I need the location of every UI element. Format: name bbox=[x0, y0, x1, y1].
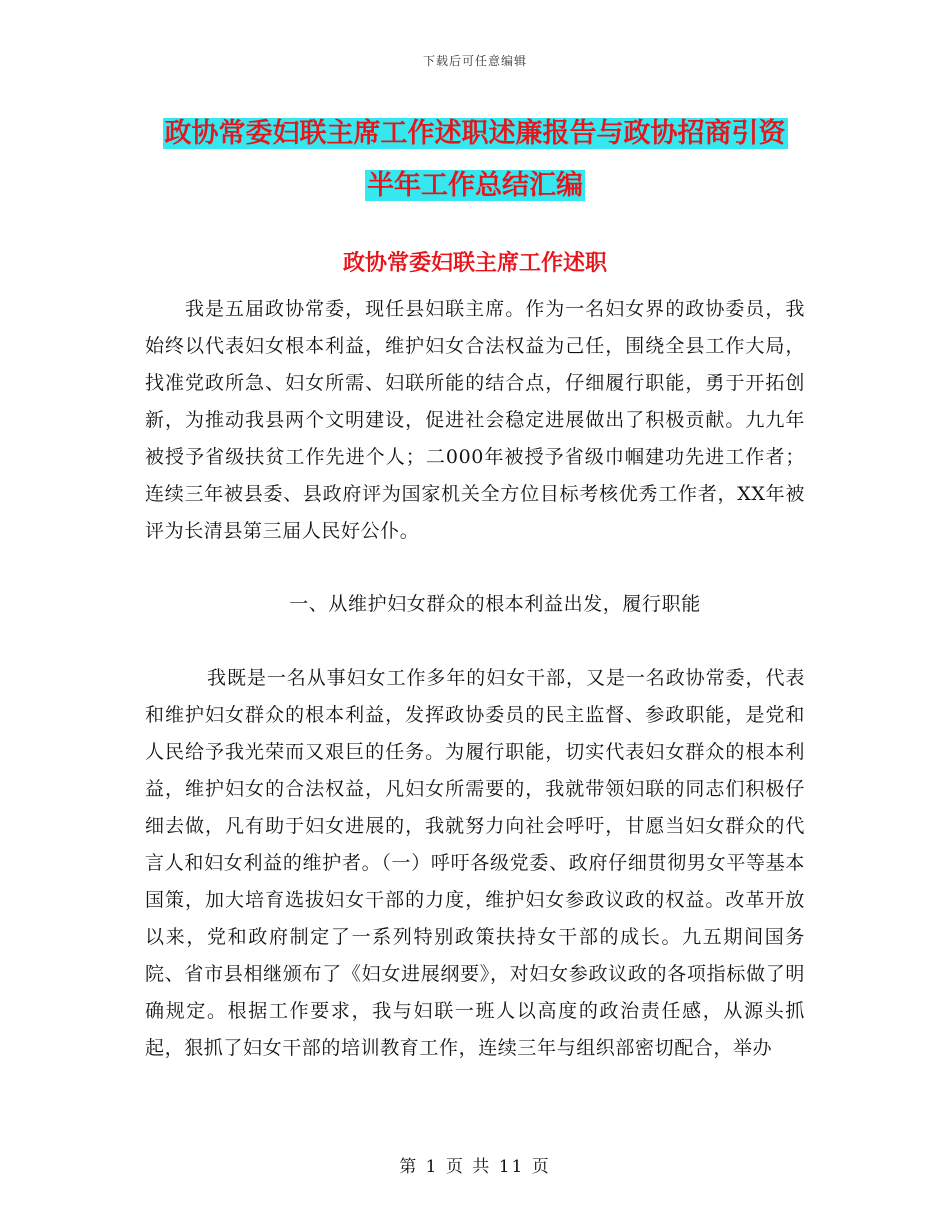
body-paragraph-1: 我是五届政协常委，现任县妇联主席。作为一名妇女界的政协委员，我始终以代表妇女根本利益，维护妇女合法权益为己任，围绕全县工作大局，找准党政所急、妇女所需、妇联所能的结合点，仔细履行职能，勇于开拓创新，为推动我县两个文明建设，促进社会稳定进展做出了积极贡献。九九年被授予省级扶贫工作先进个人；二000年被授予省级巾帼建功先进工作者；连续三年被县委、县政府评为国家机关全方位目标考核优秀工作者，XX年被评为长清县第三届人民好公仆。 bbox=[145, 298, 805, 542]
page-header-note: 下载后可任意编辑 bbox=[422, 54, 527, 68]
section-title: 政协常委妇联主席工作述职 bbox=[342, 251, 607, 276]
subheading-1: 一、从维护妇女群众的根本利益出发，履行职能 bbox=[289, 593, 701, 615]
document-title-line2: 半年工作总结汇编 bbox=[367, 170, 583, 201]
body-paragraph-2: 我既是一名从事妇女工作多年的妇女干部，又是一名政协常委，代表和维护妇女群众的根本利益，发挥政协委员的民主监督、参政职能，是党和人民给予我光荣而又艰巨的任务。为履行职能，切实代表妇女群众的根本利益，维护妇女的合法权益，凡妇女所需要的，我就带领妇联的同志们积极仔细去做，凡有助于妇女进展的，我就努力向社会呼吁，甘愿当妇女群众的代言人和妇女利益的维护者。（一）呼吁各级党委、政府仔细贯彻男女平等基本国策，加大培育选拔妇女干部的力度，维护妇女参政议政的权益。改革开放以来，党和政府制定了一系列特别政策扶持女干部的成长。九五期间国务院、省市县相继颁布了《妇女进展纲要》，对妇女参政议政的各项指标做了明确规定。根据工作要求，我与妇联一班人以高度的政治责任感，从源头抓起，狠抓了妇女干部的培训教育工作，连续三年与组织部密切配合，举办 bbox=[145, 667, 805, 1059]
document-title bbox=[0, 108, 950, 212]
page-number-footer: 第 1 页 共 11 页 bbox=[399, 1157, 551, 1177]
document-title-line1: 政协常委妇联主席工作述职述廉报告与政协招商引资 bbox=[164, 118, 786, 149]
